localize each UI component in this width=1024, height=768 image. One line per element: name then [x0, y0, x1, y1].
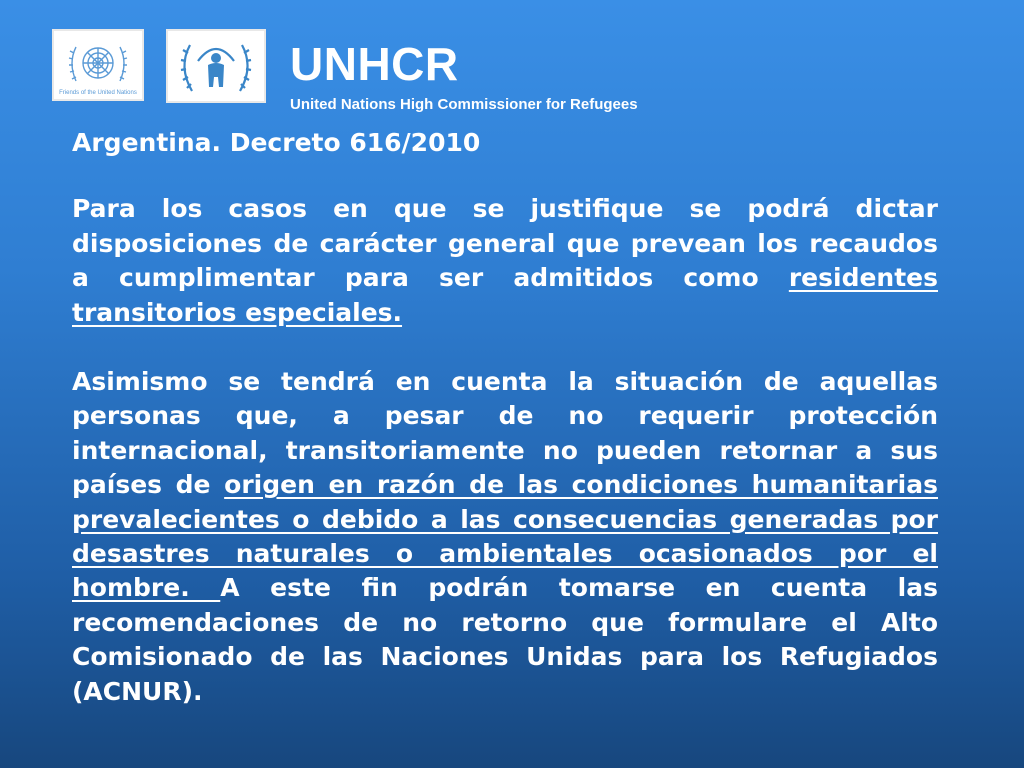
unhcr-emblem-icon — [168, 31, 264, 101]
paragraph-1 — [72, 192, 938, 330]
paragraph-2-text-after: A este fin podrán tomarse en cuenta las recomendaciones de no retorno que formulare el Alto Comisionado de las Naciones Unidas para los Refugiados (ACNUR). — [72, 573, 938, 706]
slide-heading: Argentina. Decreto 616/2010 — [72, 128, 481, 157]
paragraph-2-underlined: origen en razón de las condiciones humanitarias prevalecientes o debido a las consecuencias generadas por desastres naturales o ambientales ocasionados por el hombre. — [72, 470, 939, 603]
un-logo — [52, 29, 144, 101]
un-emblem-icon — [54, 31, 142, 99]
slide-body — [72, 126, 938, 744]
paragraph-1-text: Para los casos en que se justifique se podrá dictar disposiciones de carácter general que prevean los recaudos a cumplimentar para ser admitidos como — [72, 194, 938, 293]
paragraph-2-text-before: Asimismo se tendrá en cuenta la situación de aquellas personas que, a pesar de no requerir protección internacional, transitoriamente no pueden retornar a sus países de — [72, 367, 938, 500]
brand-subtitle: United Nations High Commissioner for Refugees — [290, 96, 638, 113]
paragraph-1-underlined: residentes transitorios especiales. — [72, 263, 938, 327]
unhcr-logo — [166, 29, 266, 103]
brand-title: UNHCR — [290, 38, 459, 90]
un-logo-caption: Friends of the United Nations — [59, 90, 137, 96]
paragraph-2 — [72, 365, 938, 709]
